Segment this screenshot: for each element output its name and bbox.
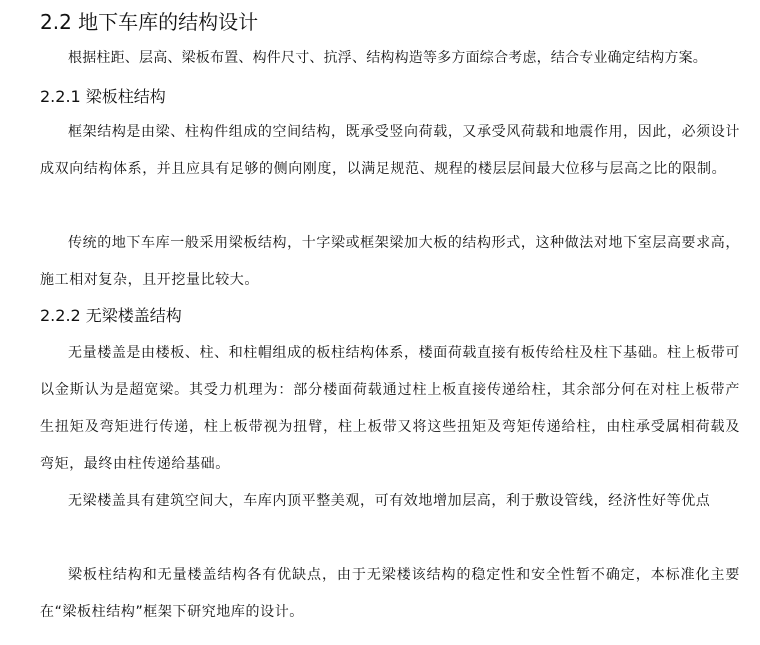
traditional-garage-paragraph: 传统的地下车库一般采用梁板结构，十字梁或框架梁加大板的结构形式，这种做法对地下室层高要求高，施工相对复杂，且开挖量比较大。 bbox=[40, 235, 740, 288]
section-heading: 2.2 地下车库的结构设计 bbox=[40, 10, 259, 34]
beamless-floor-mechanism-paragraph: 无量楼盖是由楼板、柱、和柱帽组成的板柱结构体系，楼面荷载直接有板传给柱及柱下基础。柱上板带可以金斯认为是超宽梁。其受力机理为：部分楼面荷载通过柱上板直接传递给柱，其余部分何在对柱上板带产生扭矩及弯矩进行传递，柱上板带视为扭臂，柱上板带又将这些扭矩及弯矩传递给柱，由柱承受属相荷载及弯矩，最终由柱传递给基础。 bbox=[40, 345, 740, 472]
frame-structure-paragraph: 框架结构是由梁、柱构件组成的空间结构，既承受竖向荷载，又承受风荷载和地震作用，因此，必须设计成双向结构体系，并且应具有足够的侧向刚度，以满足规范、规程的楼层层间最大位移与层高之比的限制。 bbox=[40, 124, 740, 177]
beamless-floor-advantages-paragraph: 无梁楼盖具有建筑空间大，车库内顶平整美观，可有效地增加层高，利于敷设管线，经济性好等优点 bbox=[68, 493, 711, 509]
comparison-conclusion-paragraph: 梁板柱结构和无量楼盖结构各有优缺点，由于无梁楼该结构的稳定性和安全性暂不确定，本标准化主要在“梁板柱结构”框架下研究地库的设计。 bbox=[40, 567, 740, 620]
subsection-heading-beam-slab-column: 2.2.1 梁板柱结构 bbox=[40, 87, 166, 106]
section-intro-paragraph: 根据柱距、层高、梁板布置、构件尺寸、抗浮、结构构造等多方面综合考虑，结合专业确定结构方案。 bbox=[68, 50, 707, 66]
subsection-heading-beamless-floor: 2.2.2 无梁楼盖结构 bbox=[40, 306, 182, 325]
